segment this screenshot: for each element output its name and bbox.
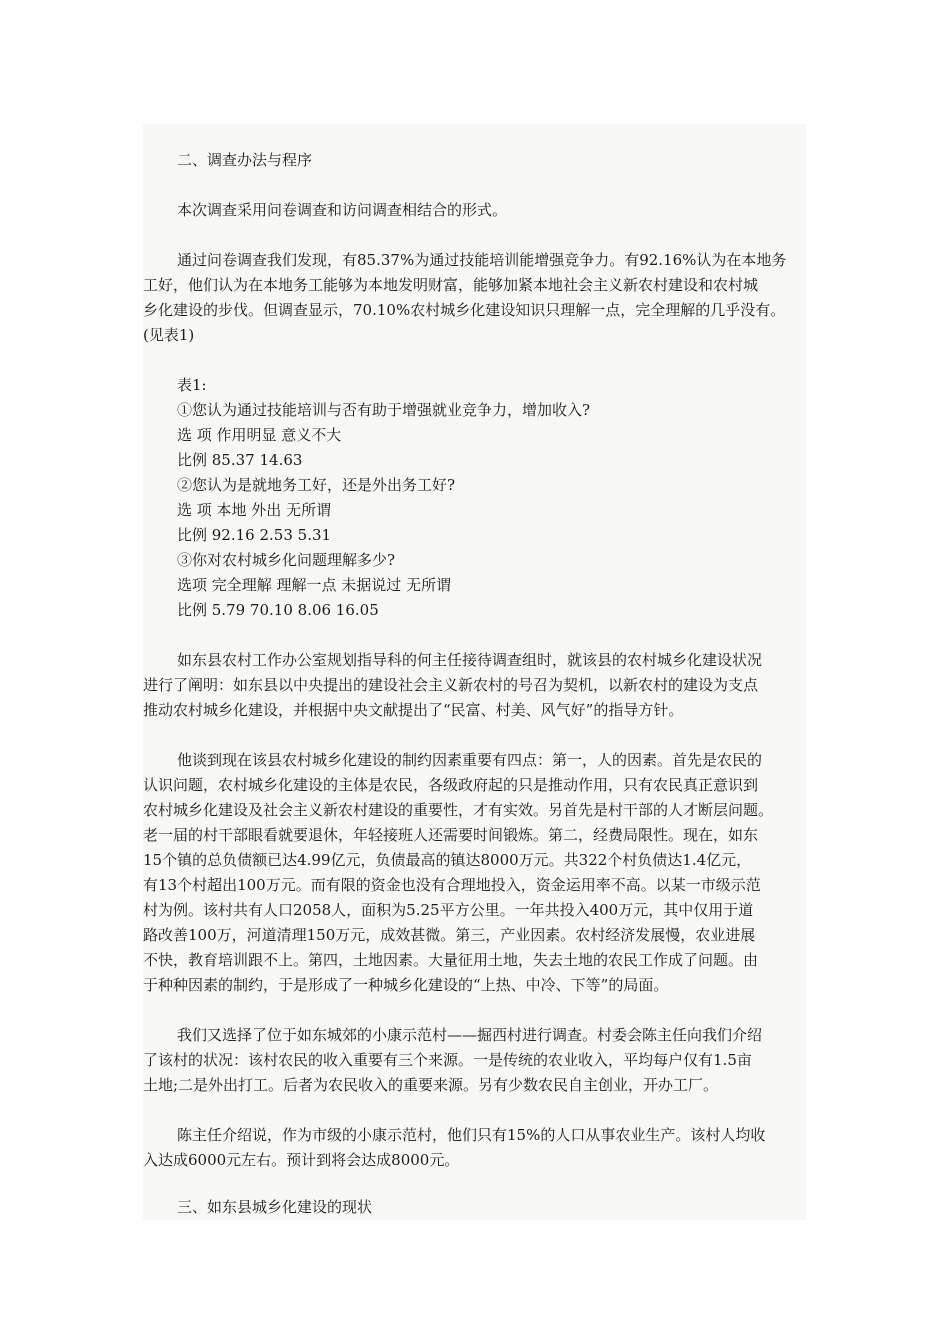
- table-caption: 表1:: [177, 376, 207, 394]
- paragraph-line: 土地;二是外出打工。后者为农民收入的重要来源。另有少数农民自主创业，开办工厂。: [143, 1076, 719, 1094]
- paragraph-line: 15个镇的总负债额已达4.99亿元，负债最高的镇达8000万元。共322个村负债达1.4亿元，: [143, 851, 752, 869]
- table-options: 选项 完全理解 理解一点 未据说过 无所谓: [177, 576, 452, 594]
- table-question: ③你对农村城乡化问题理解多少?: [177, 551, 396, 569]
- paragraph-line: 我们又选择了位于如东城郊的小康示范村——掘西村进行调查。村委会陈主任向我们介绍: [177, 1026, 763, 1044]
- table-options: 选 项 作用明显 意义不大: [177, 426, 342, 444]
- document-body: [143, 124, 806, 1220]
- paragraph-line: 农村城乡化建设及社会主义新农村建设的重要性，才有实效。另首先是村干部的人才断层问题。: [143, 801, 774, 819]
- paragraph-line: 进行了阐明：如东县以中央提出的建设社会主义新农村的号召为契机，以新农村的建设为支点: [143, 676, 759, 694]
- paragraph-line: 认识问题，农村城乡化建设的主体是农民，各级政府起的只是推动作用，只有农民真正意识到: [143, 776, 759, 794]
- method-statement: 本次调查采用问卷调查和访问调查相结合的形式。: [177, 201, 508, 219]
- paragraph-line: 推动农村城乡化建设，并根据中央文献提出了“民富、村美、风气好”的指导方针。: [143, 701, 684, 719]
- section-heading-status: 三、如东县城乡化建设的现状: [177, 1198, 373, 1216]
- paragraph-line: 有13个村超出100万元。而有限的资金也没有合理地投入，资金运用率不高。以某一市级示范: [143, 876, 761, 894]
- paragraph-line: 不快，教育培训跟不上。第四，土地因素。大量征用土地，失去土地的农民工作成了问题。由: [143, 951, 759, 969]
- table-options: 选 项 本地 外出 无所谓: [177, 501, 332, 519]
- paragraph-line: 村为例。该村共有人口2058人，面积为5.25平方公里。一年共投入400万元，其中仅用于道: [143, 901, 754, 919]
- table-ratios: 比例 5.79 70.10 8.06 16.05: [177, 601, 379, 619]
- paragraph-line: 工好，他们认为在本地务工能够为本地发明财富，能够加紧本地社会主义新农村建设和农村城: [143, 276, 759, 294]
- paragraph-line: 了该村的状况：该村农民的收入重要有三个来源。一是传统的农业收入，平均每户仅有1.5亩: [143, 1051, 752, 1069]
- table-ratios: 比例 92.16 2.53 5.31: [177, 526, 332, 544]
- paragraph-line: 如东县农村工作办公室规划指导科的何主任接待调查组时，就该县的农村城乡化建设状况: [177, 651, 763, 669]
- paragraph-line: 路改善100万，河道清理150万元，成效甚微。第三，产业因素。农村经济发展慢，农业进展: [143, 926, 756, 944]
- table-ratios: 比例 85.37 14.63: [177, 451, 303, 469]
- paragraph-line: 通过问卷调查我们发现，有85.37%为通过技能培训能增强竞争力。有92.16%认为在本地务: [177, 251, 787, 269]
- table-question: ①您认为通过技能培训与否有助于增强就业竞争力，增加收入?: [177, 401, 591, 419]
- paragraph-line: 陈主任介绍说，作为市级的小康示范村，他们只有15%的人口从事农业生产。该村人均收: [177, 1126, 766, 1144]
- table-question: ②您认为是就地务工好，还是外出务工好?: [177, 476, 456, 494]
- paragraph-line: 乡化建设的步伐。但调查显示，70.10%农村城乡化建设知识只理解一点，完全理解的几乎没有。: [143, 301, 786, 319]
- paragraph-line: 于种种因素的制约，于是形成了一种城乡化建设的“上热、中冷、下等”的局面。: [143, 976, 669, 994]
- paragraph-line: 老一届的村干部眼看就要退休，年轻接班人还需要时间锻炼。第二，经费局限性。现在，如东: [143, 826, 759, 844]
- paragraph-line: 他谈到现在该县农村城乡化建设的制约因素重要有四点：第一，人的因素。首先是农民的: [177, 751, 763, 769]
- paragraph-line: (见表1): [143, 326, 195, 344]
- section-heading-methods: 二、调查办法与程序: [177, 151, 313, 169]
- paragraph-line: 入达成6000元左右。预计到将会达成8000元。: [143, 1151, 460, 1169]
